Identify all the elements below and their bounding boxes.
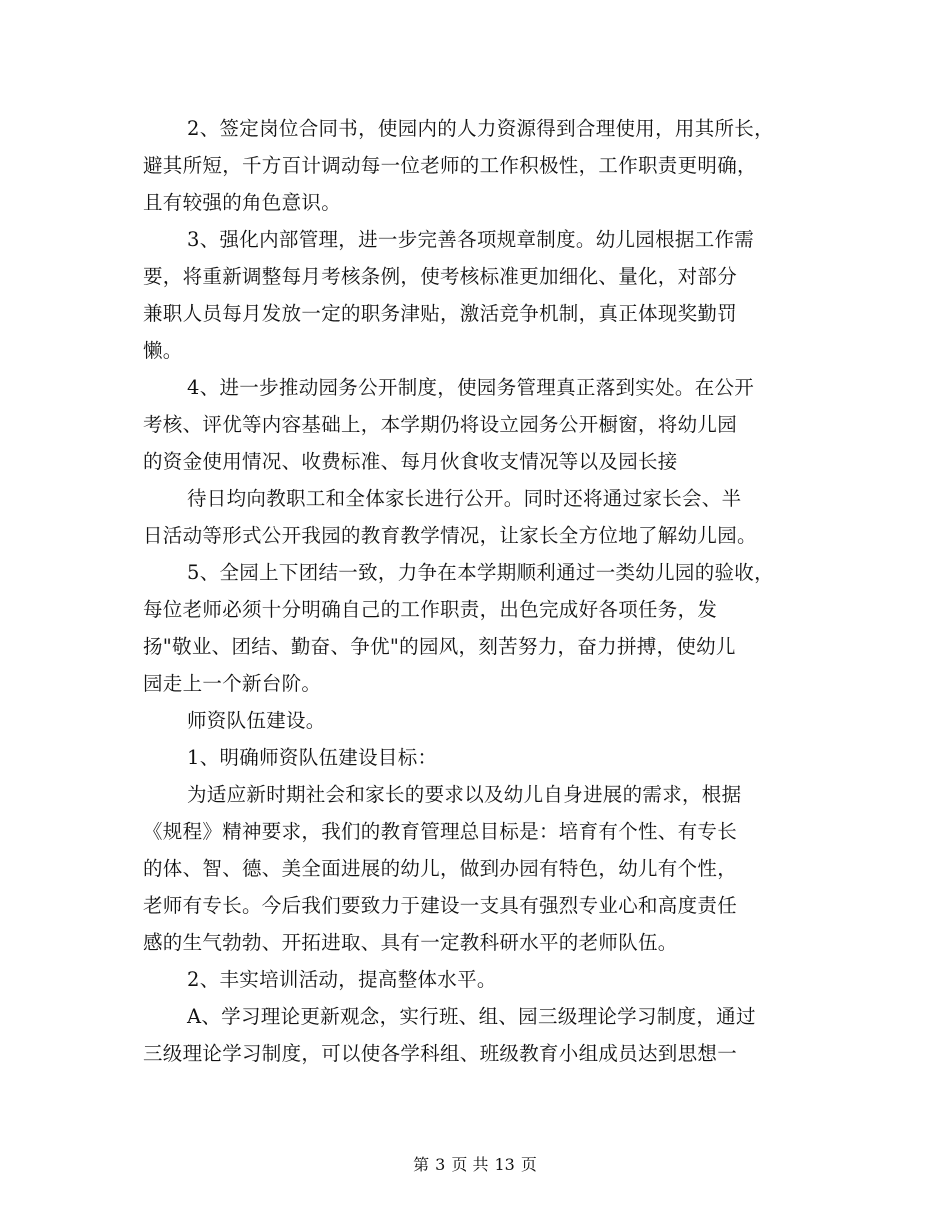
text-line: 3、强化内部管理，进一步完善各项规章制度。幼儿园根据工作需 [187,228,755,251]
text-line: 待日均向教职工和全体家长进行公开。同时还将通过家长会、半 [187,487,742,510]
text-line: 5、全园上下团结一致，力争在本学期顺利通过一类幼儿园的验收， [187,561,774,584]
text-line: 4、进一步推动园务公开制度，使园务管理真正落到实处。在公开 [187,376,755,399]
footer-prefix: 第 [413,1155,430,1174]
text-line: 考核、评优等内容基础上，本学期仍将设立园务公开橱窗，将幼儿园 [143,413,738,436]
text-line: 日活动等形式公开我园的教育教学情况，让家长全方位地了解幼儿园。 [143,524,757,547]
text-line: 避其所短，千方百计调动每一位老师的工作积极性，工作职责更明确， [143,154,757,177]
text-line: 兼职人员每月发放一定的职务津贴，激活竞争机制，真正体现奖勤罚 [143,302,738,325]
text-line: 感的生气勃勃、开拓进取、具有一定教科研水平的老师队伍。 [143,931,678,954]
text-line: 要，将重新调整每月考核条例，使考核标准更加细化、量化，对部分 [143,265,738,288]
body-text [143,110,823,1072]
text-line: 老师有专长。今后我们要致力于建设一支具有强烈专业心和高度责任 [143,894,738,917]
text-line: 为适应新时期社会和家长的要求以及幼儿自身进展的需求，根据 [187,783,742,806]
text-line: 2、签定岗位合同书，使园内的人力资源得到合理使用，用其所长， [187,117,774,140]
text-line: 懒。 [143,339,183,362]
text-line: 园走上一个新台阶。 [143,672,322,695]
text-line: 2、丰实培训活动，提高整体水平。 [187,968,497,991]
text-line: 的体、智、德、美全面进展的幼儿，做到办园有特色，幼儿有个性， [143,857,738,880]
text-line: A、学习理论更新观念，实行班、组、园三级理论学习制度，通过 [187,1005,756,1028]
text-line: 的资金使用情况、收费标准、每月伙食收支情况等以及园长接 [143,450,678,473]
text-line: 每位老师必须十分明确自己的工作职责，出色完成好各项任务，发 [143,598,718,621]
text-line: 1、明确师资队伍建设目标： [187,746,438,769]
text-line: 《规程》精神要求，我们的教育管理总目标是：培育有个性、有专长 [143,820,738,843]
text-line: 扬"敬业、团结、勤奋、争优"的园风，刻苦努力，奋力拼搏，使幼儿 [143,635,736,658]
text-line: 且有较强的角色意识。 [143,191,342,214]
footer-current-page: 3 [435,1155,446,1174]
footer-middle: 页 共 [451,1155,489,1174]
footer-total-pages: 13 [494,1155,515,1174]
text-line: 师资队伍建设。 [187,709,326,732]
text-line: 三级理论学习制度，可以使各学科组、班级教育小组成员达到思想一 [143,1042,738,1065]
footer-suffix: 页 [520,1155,537,1174]
page-footer [0,1153,950,1177]
